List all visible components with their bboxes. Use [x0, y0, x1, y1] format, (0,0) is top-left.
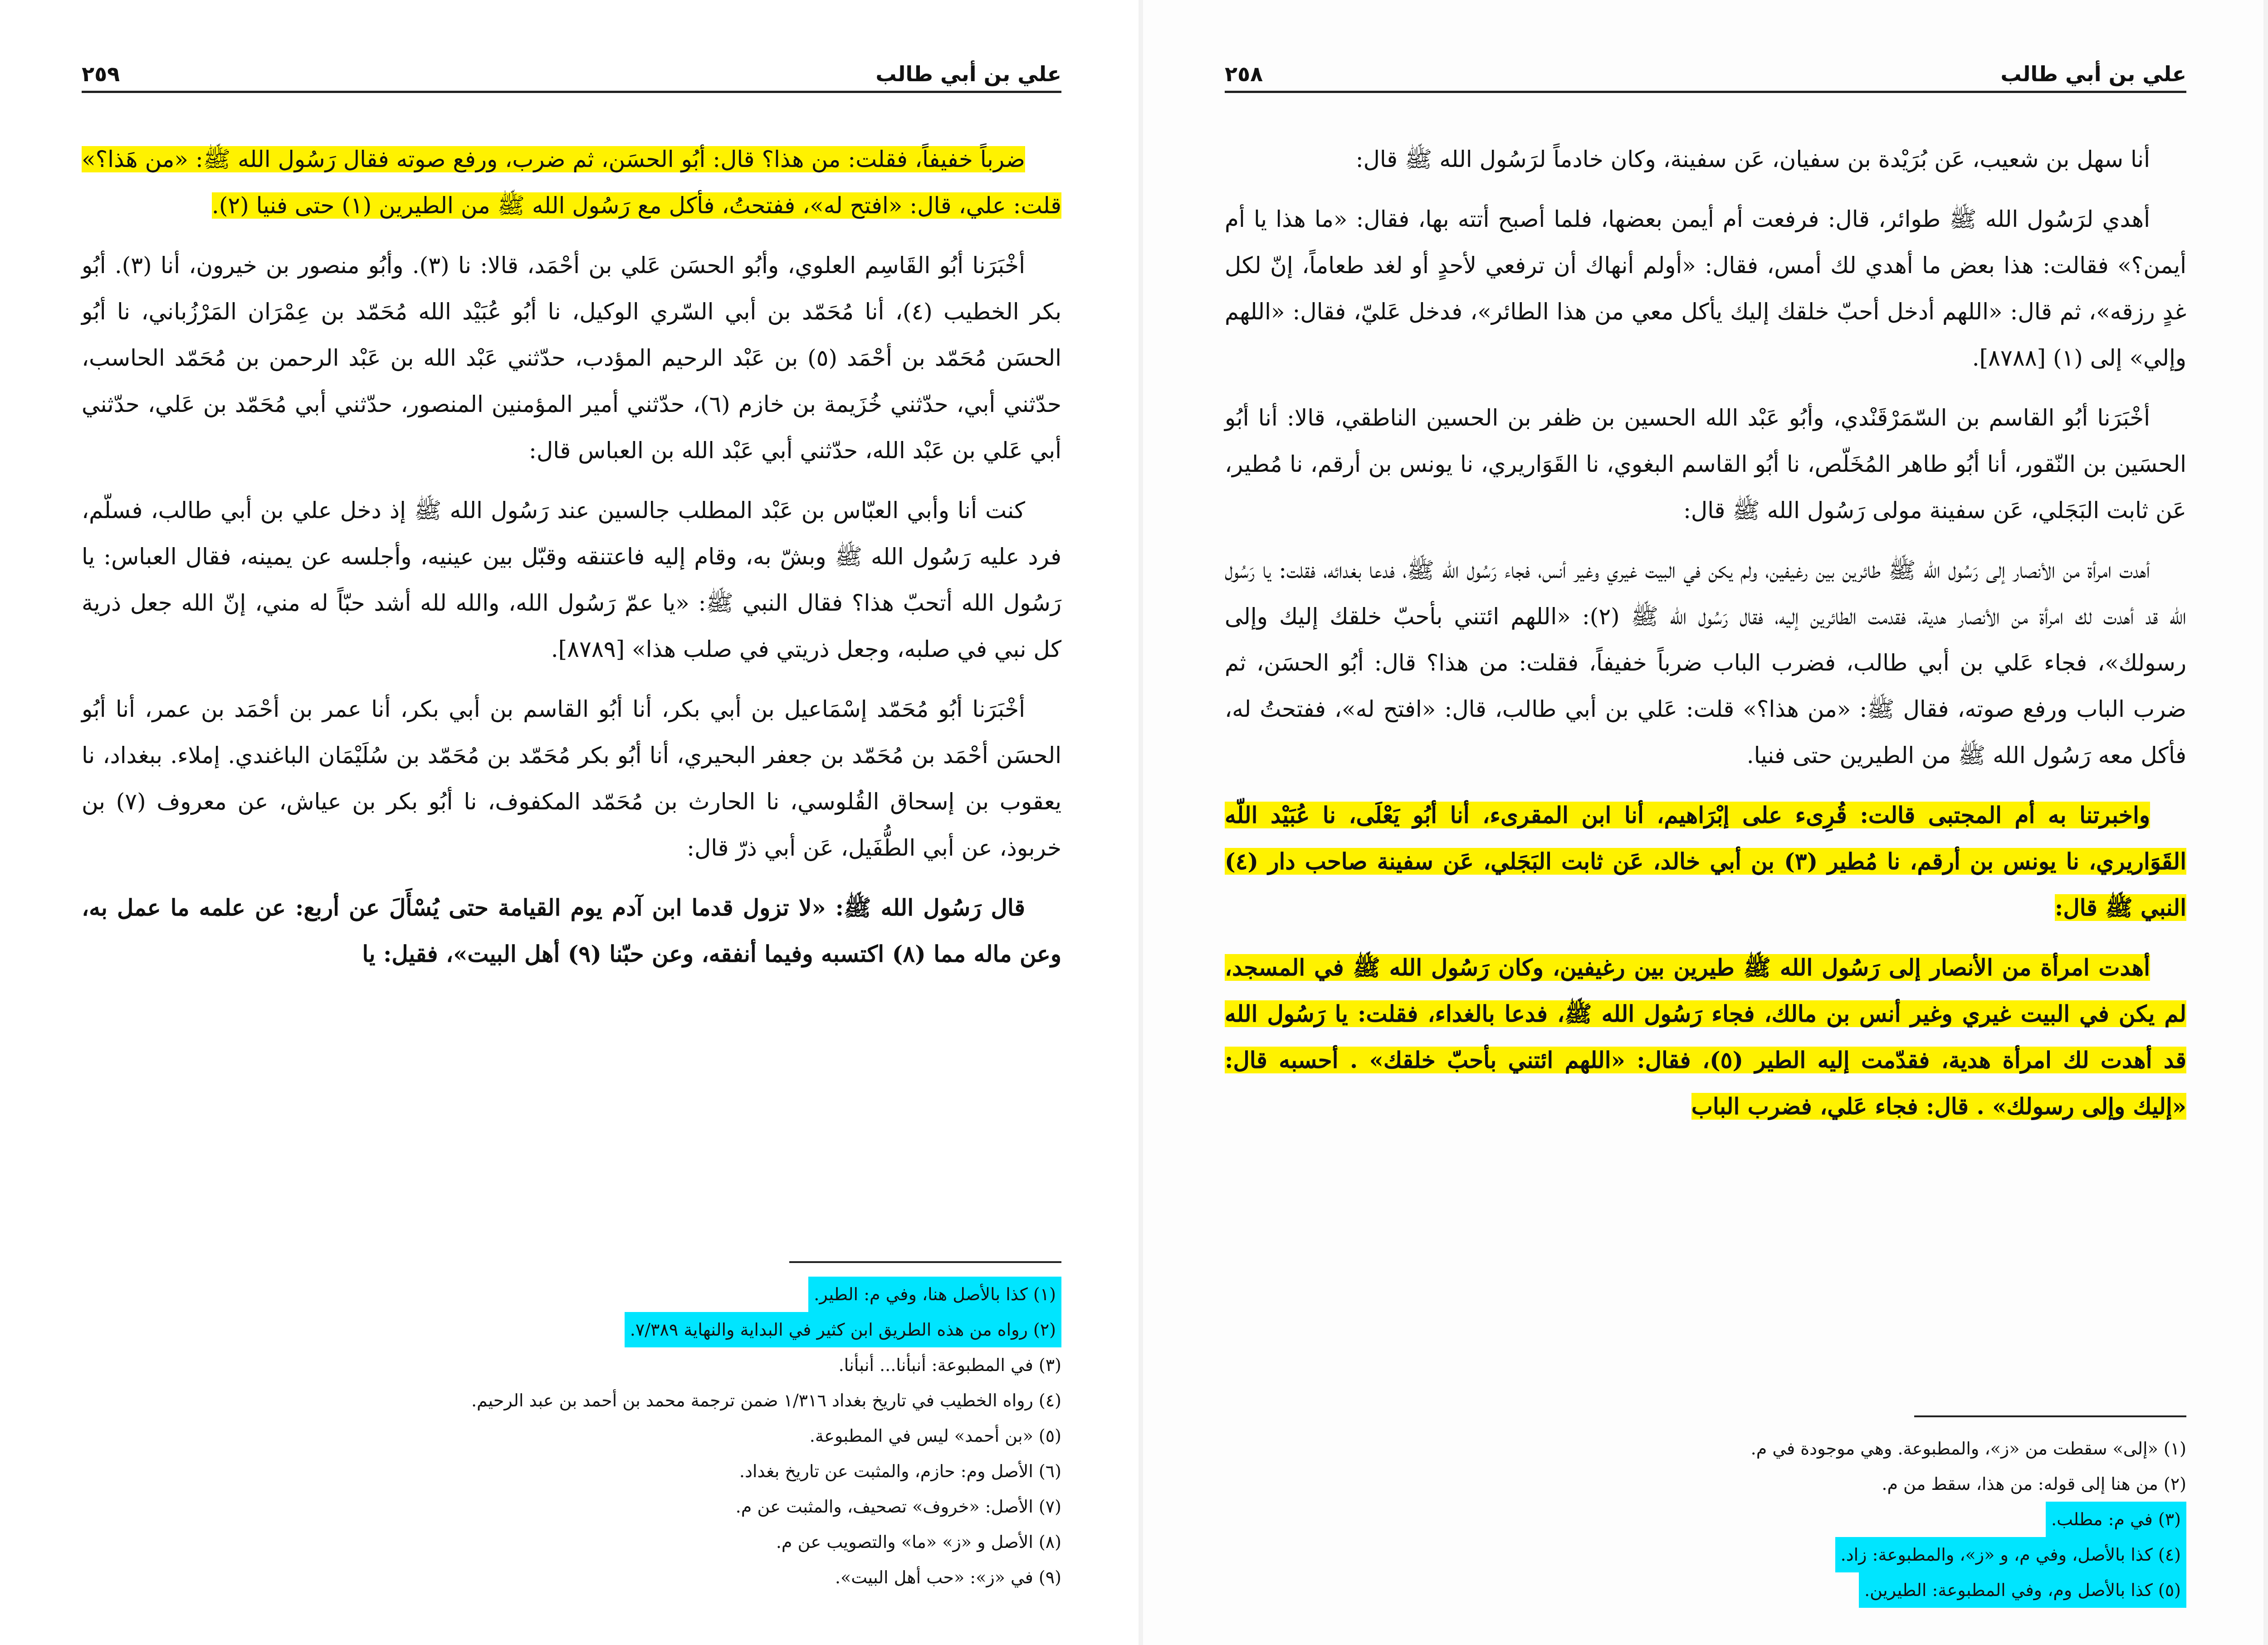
running-title: علي بن أبي طالب [2000, 62, 2186, 86]
footnote: (٢) من هنا إلى قوله: من هذا، سقط من م. [1882, 1474, 2186, 1494]
paragraph: قال رَسُول الله ﷺ: «لا تزول قدما ابن آدم يوم القيامة حتى يُسْأَلَ عن أربع: عن علمه ما عمل به، وعن ماله مما (٨) اكتسبه وفيما أنفقه، وعن حبّنا (٩) أهل البيت»، فقيل: يا [82, 894, 1061, 967]
footnote-highlighted: (٥) كذا بالأصل وم، وفي المطبوعة: الطيرين. [1859, 1572, 2186, 1608]
footnote-highlighted: (٣) في م: مطلب. [2046, 1502, 2186, 1537]
highlighted-text: أهدت امرأة من الأنصار إلى رَسُول الله ﷺ طيرين بين رغيفين، وكان رَسُول الله ﷺ في المسجد، لم يكن في البيت غيري وغير أنس بن مالك، فجاء رَسُول الله ﷺ، فدعا بالغداء، فقلت: يا رَسُول الله قد أهدت لك امرأة هدية، فقدّمت إليه الطير (٥)، فقال: «اللهم ائتني بأحبّ خلقك» . أحسبه قال: «إليك وإلى رسولك» . قال: فجاء عَلي، فضرب الباب [1225, 954, 2186, 1120]
page-258 [1143, 0, 2268, 1645]
page-body [82, 136, 1061, 991]
paragraph [1225, 792, 2186, 931]
footnotes [1225, 1415, 2186, 1608]
footnote: (٥) «بن أحمد» ليس في المطبوعة. [809, 1426, 1061, 1446]
paragraph: أخْبَرَنا أبُو القاسم بن السّمَرْقَنْدي، وأبُو عَبْد الله الحسين بن ظفر بن الحسين الناطقي، قالا: أنا أبُو الحسَين بن النّقور، أنا أبُو طاهر المُخَلّص، نا أبُو القاسم البغوي، نا القَوَاريري، نا يونس بن أرقم، نا مُطير، عَن ثابت البَجَلي، عَن سفينة مولى رَسُول الله ﷺ قال: [1225, 405, 2186, 524]
footnote: (٩) في «ز»: «حب أهل البيت». [835, 1567, 1061, 1587]
footnote-rule [789, 1261, 1061, 1263]
paragraph: أنا سهل بن شعيب، عَن بُرَيْدة بن سفيان، عَن سفينة، وكان خادماً لرَسُول الله ﷺ قال: [1355, 146, 2150, 172]
paragraph: كنت أنا وأبي العبّاس بن عَبْد المطلب جالسين عند رَسُول الله ﷺ إذ دخل علي بن أبي طالب، فسلّم، فرد عليه رَسُول الله ﷺ وبشّ به، وقام إليه فاعتنقه وقبّل بين عينيه، وأجلسه عن يمينه، فقال العباس: يا رَسُول الله أتحبّ هذا؟ فقال النبي ﷺ: «يا عمّ رَسُول الله، والله لله أشد حبّاً له مني، إنّ الله جعل ذرية كل نبي في صلبه، وجعل ذريتي في صلب هذا» [٨٧٨٩]. [82, 497, 1061, 662]
running-head [82, 54, 1061, 93]
running-head [1225, 54, 2186, 93]
paragraph: أهدت امرأة من الأنصار إلى رَسُول الله ﷺ طائرين بين رغيفين، ولم يكن في البيت غيري وغير أنس، فجاء رَسُول الله ﷺ، فدعا بغدائه، فقلت: يا رَسُول الله قد أهدت لك امرأة من الأنصار هدية، فقدمت الطائرين إليه، فقال رَسُول الله ﷺ (٢): «اللهم ائتني بأحبّ خلقك إليك وإلى رسولك»، فجاء عَلي بن أبي طالب، فضرب الباب ضرباً خفيفاً، فقلت: من هذا؟ قال: أبُو الحسَن، ثم ضرب الباب ورفع صوته، فقال ﷺ: «من هذا؟» قلت: عَلي بن أبي طالب، قال: «افتح له»، ففتحتُ له، فأكل معه رَسُول الله ﷺ من الطيرين حتى فنيا. [1225, 557, 2186, 769]
running-title: علي بن أبي طالب [875, 62, 1061, 86]
page-number: ٢٥٩ [82, 62, 120, 86]
footnote: (٨) الأصل و «ز» «ما» والتصويب عن م. [776, 1532, 1061, 1552]
footnote-highlighted: (٢) رواه من هذه الطريق ابن كثير في البداية والنهاية ٧/٣٨٩. [625, 1312, 1061, 1347]
footnote: (٣) في المطبوعة: أنبأنا... أنبأنا. [838, 1355, 1061, 1375]
footnote: (١) «إلى» سقطت من «ز»، والمطبوعة. وهي موجودة في م. [1750, 1439, 2186, 1459]
paragraph: أخْبَرَنا أبُو القَاسِم العلوي، وأبُو الحسَن عَلي بن أحْمَد، قالا: نا (٣). وأبُو منصور بن خيرون، أنا (٣). أبُو بكر الخطيب (٤)، أنا مُحَمّد بن أبي السّري الوكيل، نا أبُو عُبَيْد الله مُحَمّد بن عِمْرَان المَرْزُباني، نا أبُو الحسَن مُحَمّد بن أحْمَد (٥) بن عَبْد الرحيم المؤدب، حدّثني عَبْد الله بن عَبْد الرحمن بن مُحَمّد الحاسب، حدّثني أبي، حدّثني خُزَيمة بن خازم (٦)، حدّثني أمير المؤمنين المنصور، حدّثني أبي مُحَمّد بن عَلي، حدّثني أبي عَلي بن عَبْد الله، حدّثني أبي عَبْد الله بن العباس قال: [82, 252, 1062, 464]
footnote: (٤) رواه الخطيب في تاريخ بغداد ١/٣١٦ ضمن ترجمة محمد بن أحمد بن عبد الرحيم. [471, 1390, 1061, 1410]
footnote-highlighted: (٤) كذا بالأصل، وفي م، و «ز»، والمطبوعة: زاد. [1835, 1537, 2186, 1572]
footnote-highlighted: (١) كذا بالأصل هنا، وفي م: الطير. [808, 1277, 1061, 1312]
footnote: (٧) الأصل: «خروف» تصحيف، والمثبت عن م. [735, 1497, 1061, 1517]
page-body [1225, 136, 2186, 1143]
paragraph: أخْبَرَنا أبُو مُحَمّد إسْمَاعيل بن أبي بكر، أنا أبُو القاسم بن أبي بكر، أنا عمر بن أحْمَد بن عمر، أنا أبُو الحسَن أحْمَد بن مُحَمّد بن جعفر البحيري، أنا أبُو بكر مُحَمّد بن مُحَمّد بن سُلَيْمَان الباغندي. إملاء. ببغداد، نا يعقوب بن إسحاق القُلوسي، نا الحارث بن مُحَمّد المكفوف، نا أبُو بكر بن عياش، عن معروف (٧) بن خربوذ، عن أبي الطُّفَيل، عَن أبي ذرّ قال: [82, 696, 1061, 861]
paragraph [1225, 945, 2186, 1130]
footnotes [82, 1261, 1061, 1595]
page-gutter [2263, 0, 2268, 1645]
paragraph [82, 136, 1061, 229]
footnote-rule [1914, 1415, 2186, 1417]
highlighted-text: ضرباً خفيفاً، فقلت: من هذا؟ قال: أبُو الحسَن، ثم ضرب، ورفع صوته فقال رَسُول الله ﷺ: «من هَذا؟» قلت: علي، قال: «افتح له»، ففتحتُ، فأكل مع رَسُول الله ﷺ من الطيرين (١) حتى فنيا (٢). [82, 146, 1061, 219]
footnote: (٦) الأصل وم: حازم، والمثبت عن تاريخ بغداد. [739, 1461, 1061, 1481]
page-number: ٢٥٨ [1225, 62, 1263, 86]
paragraph: أهدي لرَسُول الله ﷺ طوائر، قال: فرفعت أم أيمن بعضها، فلما أصبح أتته بها، فقال: «ما هذا يا أم أيمن؟» فقالت: هذا بعض ما أهدي لك أمس، فقال: «أولم أنهاك أن ترفعي لأحدٍ أو لغد طعاماً، إنّ لكل غدٍ رزقه»، ثم قال: «اللهم أدخل أحبّ خلقك إليك يأكل معي من هذا الطائر»، فدخل عَليّ، فقال: «اللهم وإلي» إلى (١) [٨٧٨٨]. [1225, 206, 2186, 371]
highlighted-text: واخبرتنا به أم المجتبى قالت: قُرِىء على إبْرَاهيم، أنا ابن المقرىء، أنا أبُو يَعْلَى، نا عُبَيْد اللّه القَوَاريري، نا يونس بن أرقم، نا مُطير (٣) بن أبي خالد، عَن ثابت البَجَلي، عَن سفينة صاحب دار (٤) النبي ﷺ قال: [1225, 802, 2186, 921]
